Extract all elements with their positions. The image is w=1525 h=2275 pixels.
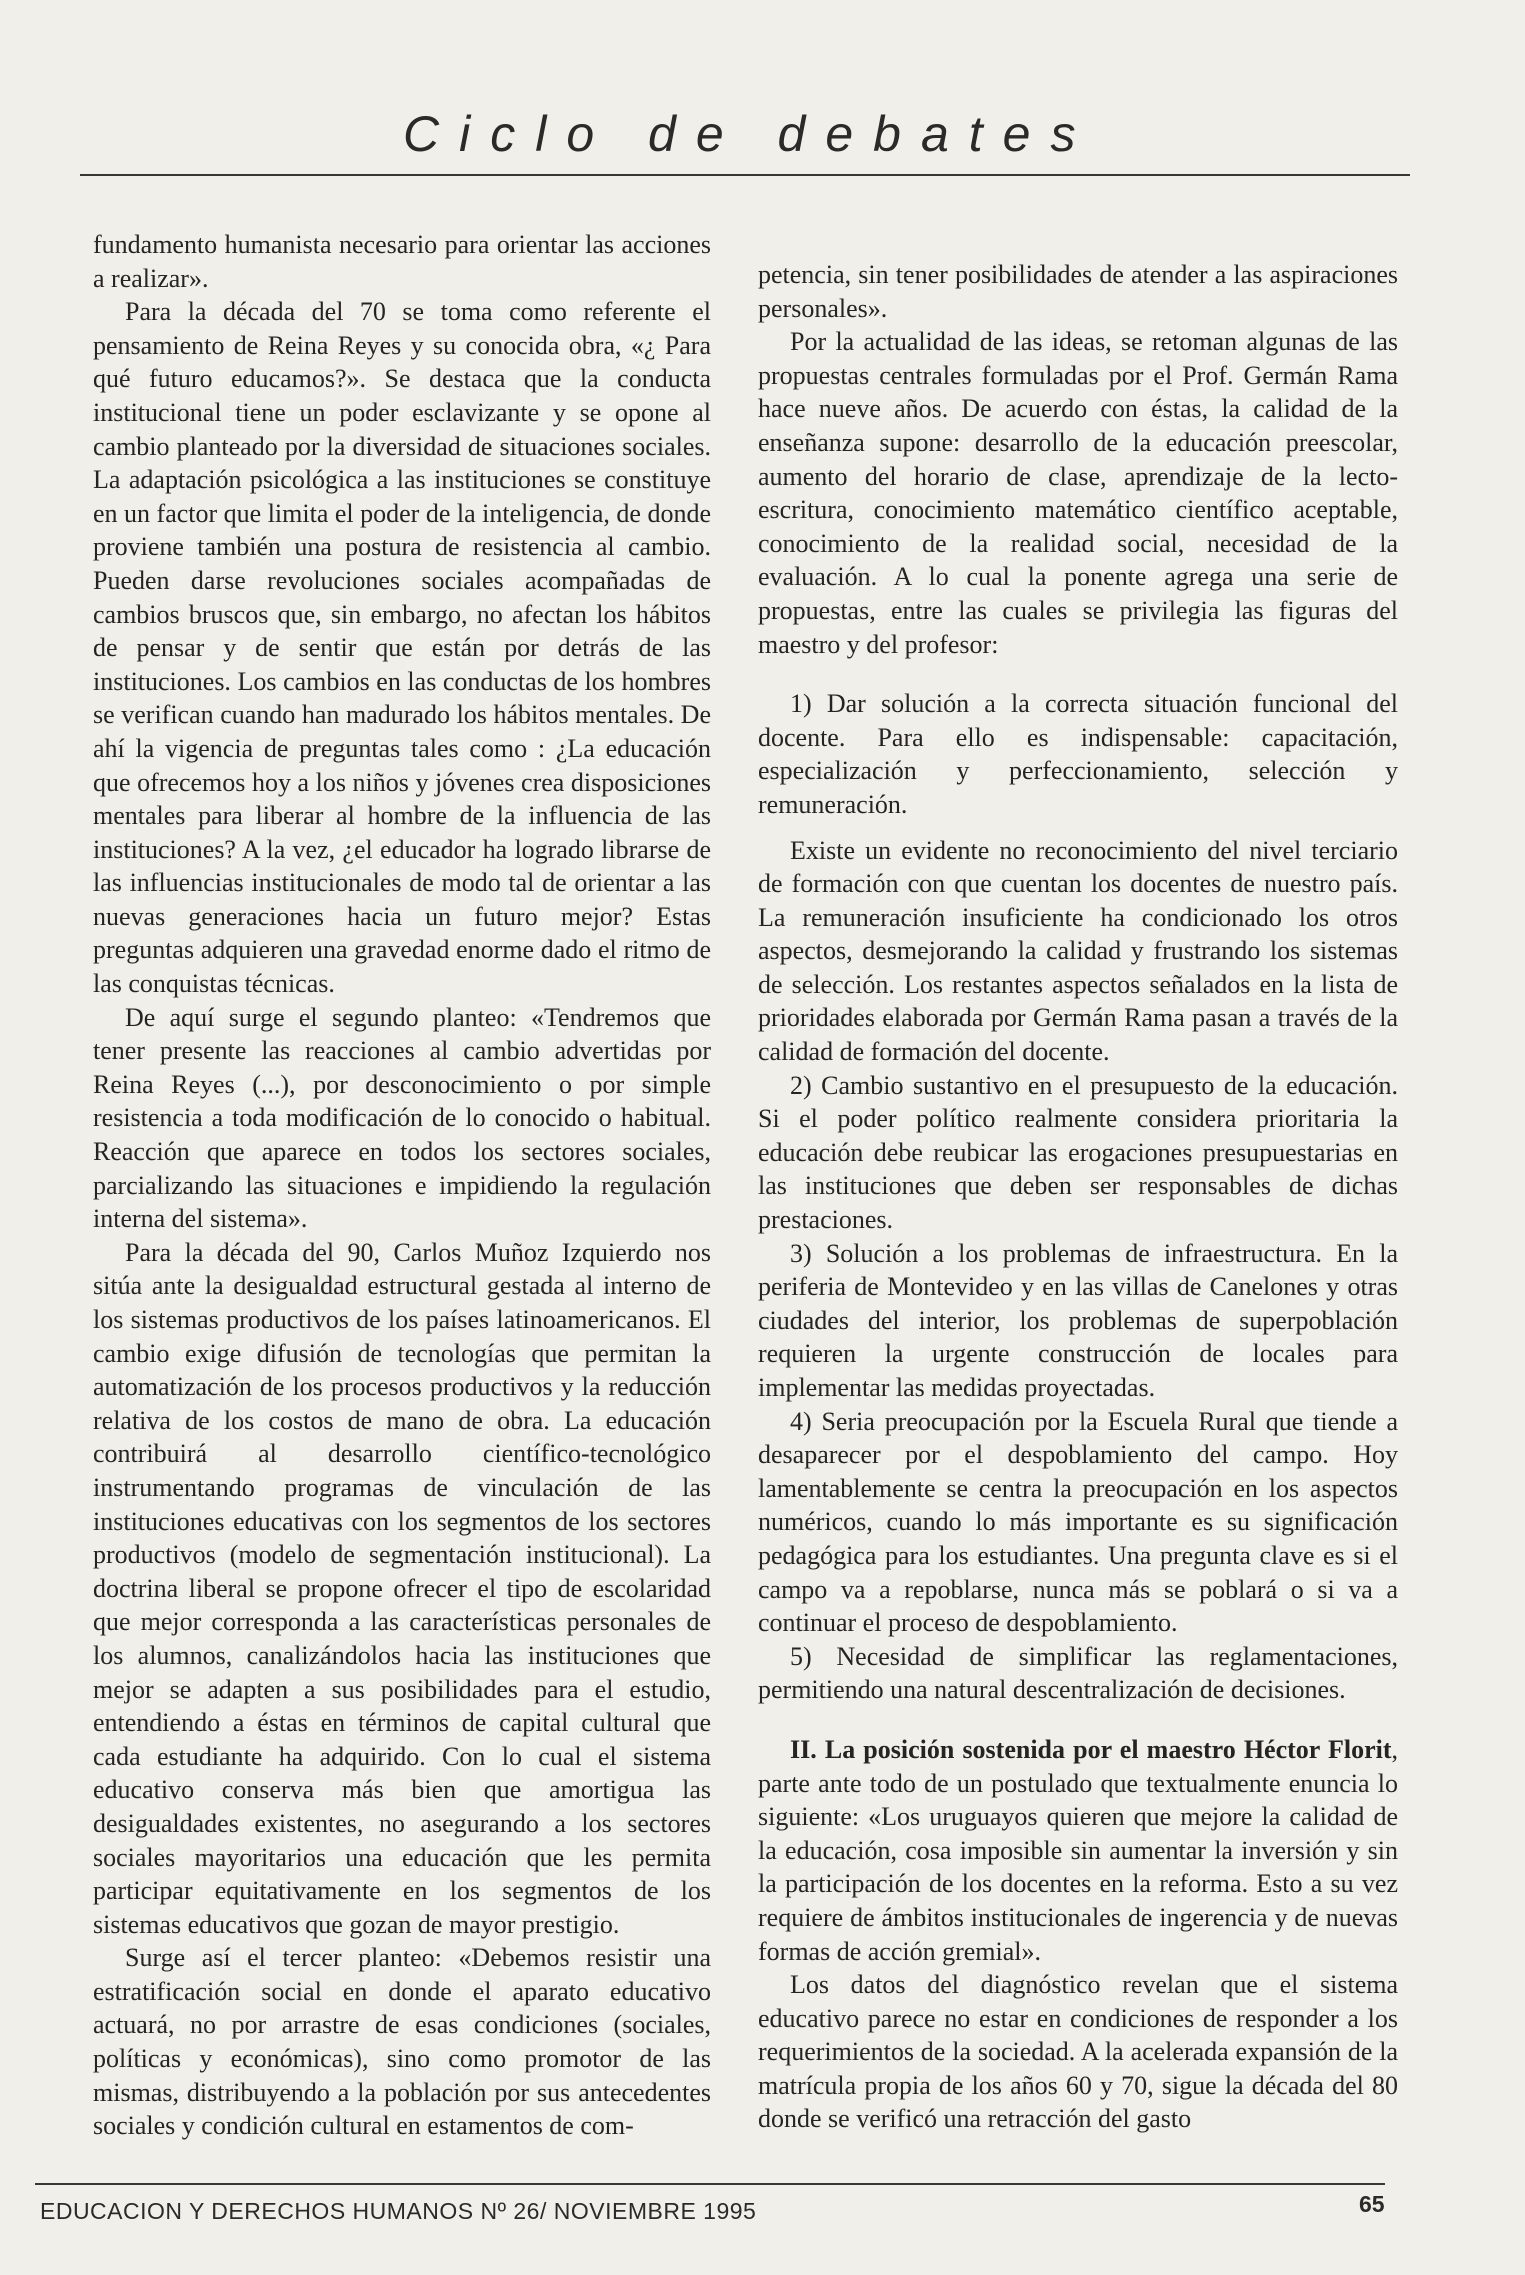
journal-footer: EDUCACION Y DERECHOS HUMANOS Nº 26/ NOVIEMBRE 1995: [40, 2198, 757, 2224]
list-item: 3) Solución a los problemas de infraestructura. En la periferia de Montevideo y en las villas de Canelones y otras ciudades del interior, los problemas de superpoblación requieren la urgente construcción de locales para implementar las medidas proyectadas.: [758, 1238, 1398, 1402]
paragraph: petencia, sin tener posibilidades de atender a las aspiraciones personales».: [758, 260, 1398, 323]
header-rule: [80, 174, 1410, 176]
paragraph: Para la década del 70 se toma como referente el pensamiento de Reina Reyes y su conocida obra, «¿ Para qué futuro educamos?». Se destaca que la conducta institucional tiene un poder esclavizante y se opone al cambio planteado por la diversidad de situaciones sociales. La adaptación psicológica a las instituciones se constituye en un factor que limita el poder de la inteligencia, de donde proviene también una postura de resistencia al cambio. Pueden darse revoluciones sociales acompañadas de cambios bruscos que, sin embargo, no afectan los hábitos de pensar y de sentir que están por detrás de las instituciones. Los cambios en las conductas de los hombres se verifican cuando han madurado los hábitos mentales. De ahí la vigencia de preguntas tales como : ¿La educación que ofrecemos hoy a los niños y jóvenes crea disposiciones mentales para liberar al hombre de la influencia de las instituciones? A la vez, ¿el educador ha logrado librarse de las influencias institucionales de modo tal de orientar a las nuevas generaciones hacia un futuro mejor? Estas preguntas adquieren una gravedad enorme dado el ritmo de las conquistas técnicas.: [93, 297, 711, 999]
paragraph: Para la década del 90, Carlos Muñoz Izquierdo nos sitúa ante la desigualdad estructural gestada al interno de los sistemas productivos de los países latinoamericanos. El cambio exige difusión de tecnologías que permitan la automatización de los procesos productivos y la reducción relativa de los costos de mano de obra. La educación contribuirá al desarrollo científico-tecnológico instrumentando programas de vinculación de las instituciones educativas con los segmentos de los sectores productivos (modelo de segmentación institucional). La doctrina liberal se propone ofrecer el tipo de escolaridad que mejor corresponda a las características personales de los alumnos, canalizándolos hacia las instituciones que mejor se adapten a sus posibilidades para el estudio, entendiendo a éstas en términos de capital cultural que cada estudiante ha adquirido. Con lo cual el sistema educativo conserva más bien que amortigua las desigualdades existentes, no asegurando a los sectores sociales mayoritarios una educación que les permita participar equitativamente en los segmentos de los sistemas educativos que gozan de mayor prestigio.: [93, 1237, 711, 1939]
paragraph: Surge así el tercer planteo: «Debemos resistir una estratificación social en donde el aparato educativo actuará, no por arrastre de esas condiciones (sociales, políticas y económicas), sino como promotor de las mismas, distribuyendo a la población por sus antecedentes sociales y condición cultural en estamentos de com-: [93, 1943, 711, 2141]
list-item: 4) Seria preocupación por la Escuela Rural que tiende a desaparecer por el despoblamiento del campo. Hoy lamentablemente se centra la preocupación en los aspectos numéricos, cuando lo más importante es su significación pedagógica para los estudiantes. Una pregunta clave es si el campo va a repoblarse, nunca más se poblará o si va a continuar el proceso de despoblamiento.: [758, 1406, 1398, 1638]
paragraph: [758, 1733, 1398, 1968]
section-title: Ciclo de debates: [395, 102, 1103, 166]
paragraph-text: , parte ante todo de un postulado que textualmente enuncia lo siguiente: «Los uruguayos quieren que mejore la calidad de la educación, cosa imposible sin aumentar la inversión y sin la participación de los docentes en la reforma. Esto a su vez requiere de ámbitos institucionales de ingerencia y de nuevas formas de acción gremial».: [758, 1734, 1398, 1966]
left-column: [93, 228, 711, 2143]
list-item: 5) Necesidad de simplificar las reglamentaciones, permitiendo una natural descentralización de decisiones.: [758, 1641, 1398, 1705]
page-number: 65: [1359, 2191, 1385, 2217]
paragraph: Por la actualidad de las ideas, se retoman algunas de las propuestas centrales formuladas por el Prof. Germán Rama hace nueve años. De acuerdo con éstas, la calidad de la enseñanza supone: desarrollo de la educación preescolar, aumento del horario de clase, aprendizaje de la lecto-escritura, conocimiento matemático científico aceptable, conocimiento de la realidad social, necesidad de la evaluación. A lo cual la ponente agrega una serie de propuestas, entre las cuales se privilegia las figuras del maestro y del profesor:: [758, 327, 1398, 659]
paragraph: Los datos del diagnóstico revelan que el sistema educativo parece no estar en condiciones de responder a los requerimientos de la sociedad. A la acelerada expansión de la matrícula propia de los años 60 y 70, sigue la década del 80 donde se verificó una retracción del gasto: [758, 1970, 1398, 2134]
paragraph: Existe un evidente no reconocimiento del nivel terciario de formación con que cuentan los docentes de nuestro país. La remuneración insuficiente ha condicionado los otros aspectos, desmejorando la calidad y frustrando los sistemas de selección. Los restantes aspectos señalados en la lista de prioridades elaborada por Germán Rama pasan a través de la calidad de formación del docente.: [758, 835, 1398, 1067]
paragraph: De aquí surge el segundo planteo: «Tendremos que tener presente las reacciones al cambio advertidas por Reina Reyes (...), por desconocimiento o por simple resistencia a toda modificación de lo conocido o habitual. Reacción que aparece en todos los sectores sociales, parcializando las situaciones e impidiendo la regulación interna del sistema».: [93, 1002, 711, 1234]
list-item: 2) Cambio sustantivo en el presupuesto de la educación. Si el poder político realmente considera prioritaria la educación debe reubicar las erogaciones presupuestarias en las instituciones que deben ser responsables de dichas prestaciones.: [758, 1070, 1398, 1235]
list-item: 1) Dar solución a la correcta situación funcional del docente. Para ello es indispensable: capacitación, especialización y perfeccionamiento, selección y remuneración.: [758, 689, 1398, 819]
footer-rule: [35, 2183, 1385, 2185]
right-column: [758, 258, 1398, 2136]
paragraph: fundamento humanista necesario para orientar las acciones a realizar».: [93, 230, 711, 293]
section-heading: II. La posición sostenida por el maestro Héctor Florit: [790, 1734, 1392, 1764]
